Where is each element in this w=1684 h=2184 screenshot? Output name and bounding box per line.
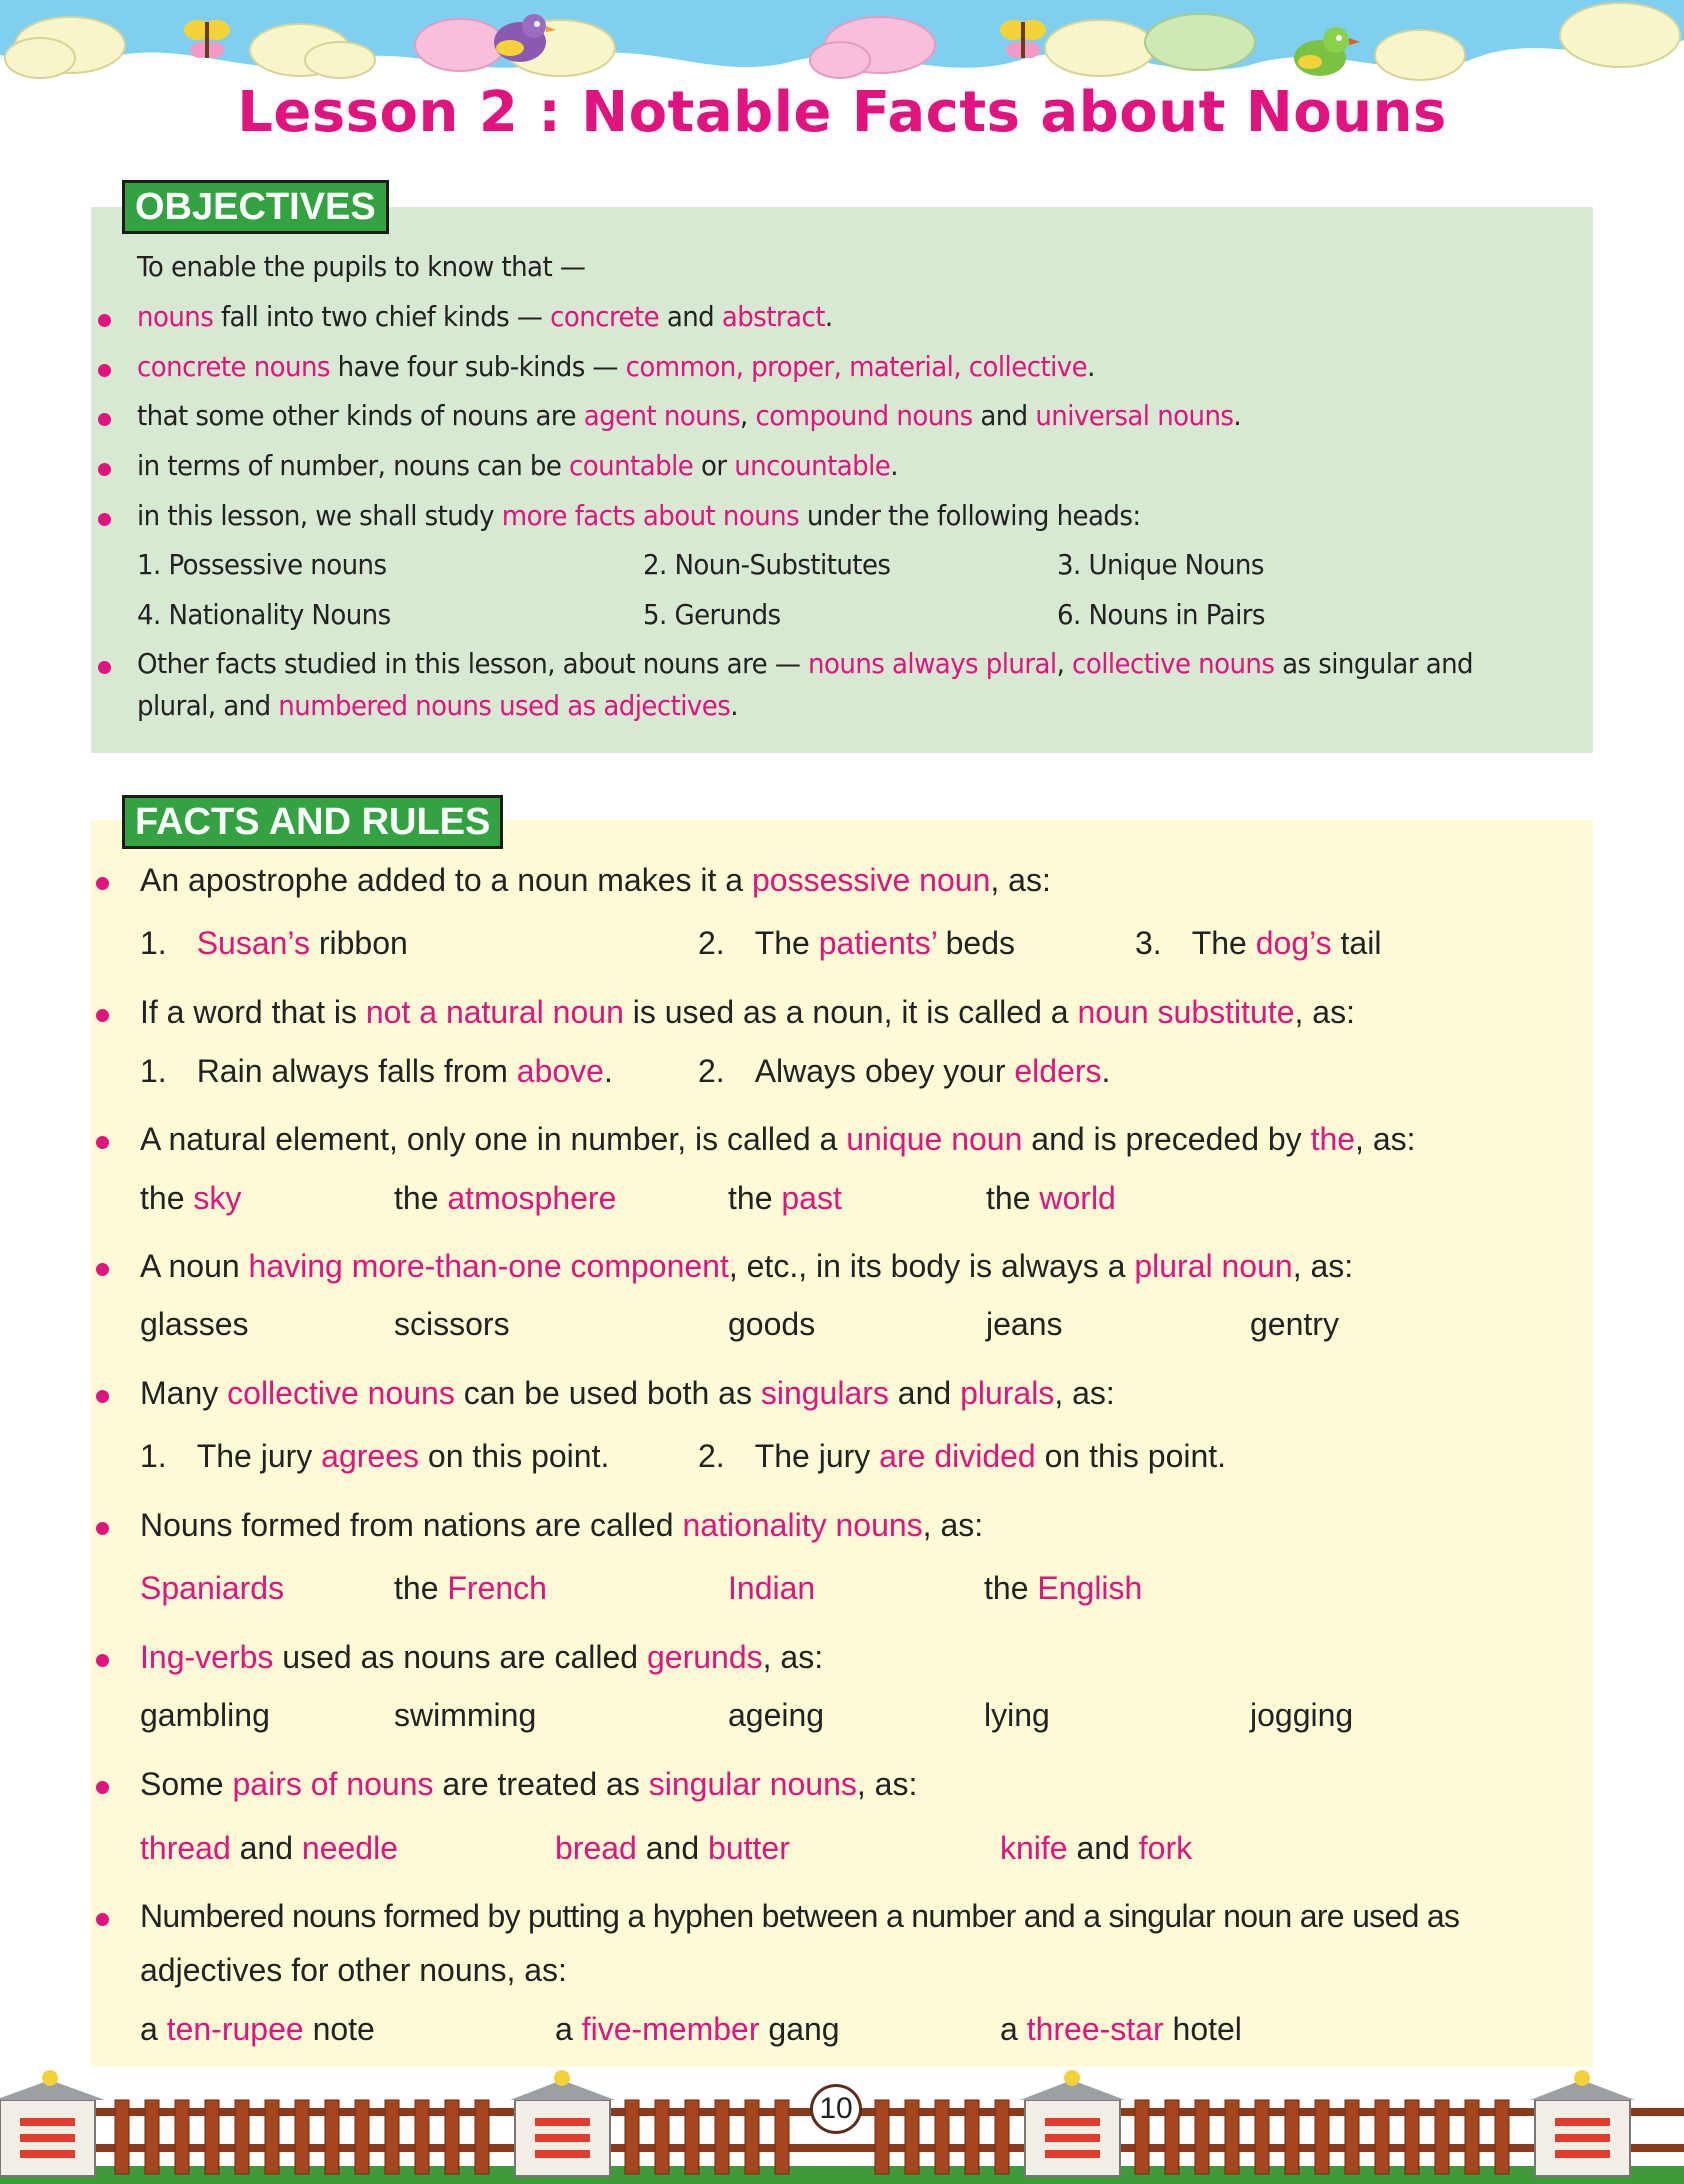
example-item: scissors [394, 1306, 510, 1342]
bullet-icon [98, 314, 111, 327]
example-item: glasses [140, 1306, 249, 1342]
example-item: the atmosphere [394, 1180, 617, 1216]
example-item: knife and fork [1000, 1830, 1193, 1866]
example-item: lying [984, 1697, 1050, 1733]
pillar-icon [1020, 2070, 1125, 2176]
fact-item: Nouns formed from nations are called nationality nouns, as: [140, 1507, 984, 1543]
example-item: the French [394, 1570, 547, 1606]
bullet-icon [98, 364, 111, 377]
bullet-icon [98, 463, 111, 476]
bullet-icon [98, 513, 111, 526]
bullet-icon [96, 1913, 109, 1926]
pillar-icon [510, 2070, 615, 2176]
example-item: ageing [728, 1697, 825, 1733]
bullet-icon [96, 1654, 109, 1667]
example-item: thread and needle [140, 1830, 398, 1866]
bullet-icon [98, 413, 111, 426]
objective-head-item: 6. Nouns in Pairs [1057, 598, 1265, 631]
objective-head-item: 3. Unique Nouns [1057, 548, 1264, 581]
example-item: swimming [394, 1697, 537, 1733]
example-item: the English [984, 1570, 1143, 1606]
objective-item: concrete nouns have four sub-kinds — common, proper, material, collective. [137, 350, 1095, 383]
objective-head-item: 5. Gerunds [643, 598, 781, 631]
example-item: goods [728, 1306, 816, 1342]
bullet-icon [96, 1009, 109, 1022]
objective-item-continued: plural, and numbered nouns used as adjectives. [137, 689, 738, 722]
example-item: 2. The jury are divided on this point. [698, 1438, 1227, 1474]
cloud-green-icon [1145, 14, 1255, 70]
objective-head-item: 1. Possessive nouns [137, 548, 387, 581]
facts-heading: FACTS AND RULES [122, 795, 503, 849]
example-item: 1. The jury agrees on this point. [140, 1438, 610, 1474]
bullet-icon [96, 877, 109, 890]
bullet-icon [96, 1522, 109, 1535]
example-item: Indian [728, 1570, 816, 1606]
objective-item: that some other kinds of nouns are agent nouns, compound nouns and universal nouns. [137, 399, 1242, 432]
example-item: 2. Always obey your elders. [698, 1053, 1111, 1089]
example-item: 3. The dog’s tail [1135, 925, 1382, 961]
example-item: 1. Rain always falls from above. [140, 1053, 613, 1089]
example-item: a three-star hotel [1000, 2011, 1242, 2047]
example-item: 2. The patients’ beds [698, 925, 1015, 961]
example-item: a five-member gang [555, 2011, 840, 2047]
objective-item: Other facts studied in this lesson, about nouns are — nouns always plural, collective nouns as singular and [137, 647, 1474, 680]
bullet-icon [98, 661, 111, 674]
objective-head-item: 2. Noun-Substitutes [643, 548, 891, 581]
objective-item: nouns fall into two chief kinds — concrete and abstract. [137, 300, 833, 333]
bullet-icon [96, 1390, 109, 1403]
example-item: gambling [140, 1697, 270, 1733]
example-item: jogging [1250, 1697, 1354, 1733]
objectives-heading: OBJECTIVES [122, 180, 389, 234]
fact-item: A natural element, only one in number, is called a unique noun and is preceded by the, as: [140, 1121, 1416, 1157]
bullet-icon [96, 1781, 109, 1794]
fact-item: A noun having more-than-one component, etc., in its body is always a plural noun, as: [140, 1248, 1354, 1284]
example-item: bread and butter [555, 1830, 790, 1866]
example-item: a ten-rupee note [140, 2011, 375, 2047]
example-item: jeans [986, 1306, 1063, 1342]
fact-item: Numbered nouns formed by putting a hyphen between a number and a singular noun are used as [140, 1898, 1460, 1934]
example-item: the world [986, 1180, 1116, 1216]
page-number: 10 [810, 2084, 862, 2134]
objective-head-item: 4. Nationality Nouns [137, 598, 391, 631]
fact-item: If a word that is not a natural noun is used as a noun, it is called a noun substitute, as: [140, 994, 1355, 1030]
fact-item: Ing-verbs used as nouns are called gerunds, as: [140, 1639, 824, 1675]
fact-item: Some pairs of nouns are treated as singular nouns, as: [140, 1766, 918, 1802]
pillar-icon [1530, 2070, 1635, 2176]
bullet-icon [96, 1136, 109, 1149]
example-item: Spaniards [140, 1570, 285, 1606]
objective-item: in this lesson, we shall study more facts about nouns under the following heads: [137, 499, 1141, 532]
example-item: the sky [140, 1180, 242, 1216]
example-item: 1. Susan’s ribbon [140, 925, 408, 961]
lesson-title: Lesson 2 : Notable Facts about Nouns [237, 80, 1447, 145]
fact-item: Many collective nouns can be used both as singulars and plurals, as: [140, 1375, 1115, 1411]
example-item: the past [728, 1180, 842, 1216]
objective-item: in terms of number, nouns can be countable or uncountable. [137, 449, 899, 482]
fact-item-continued: adjectives for other nouns, as: [140, 1952, 567, 1988]
objectives-intro: To enable the pupils to know that — [137, 250, 586, 283]
sky-banner [0, 0, 1684, 90]
bullet-icon [96, 1263, 109, 1276]
pillar-icon [0, 2070, 105, 2176]
fact-item: An apostrophe added to a noun makes it a possessive noun, as: [140, 862, 1051, 898]
example-item: gentry [1250, 1306, 1339, 1342]
